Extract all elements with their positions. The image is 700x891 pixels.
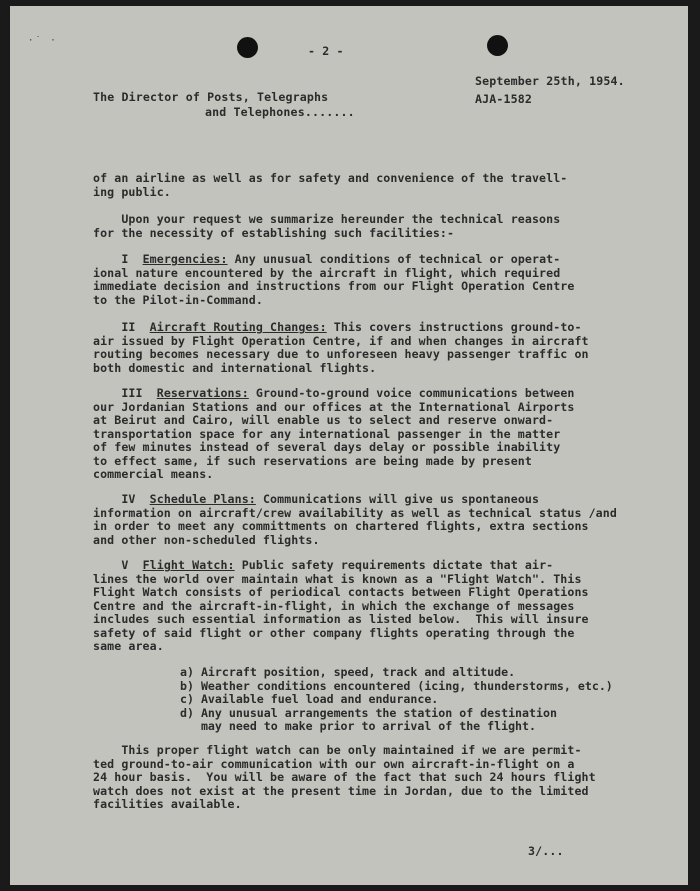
text-line: watch does not exist at the present time in Jordan, due to the limited <box>93 783 589 798</box>
list-text: Any unusual arrangements the station of destination <box>200 705 557 720</box>
section-numeral: IV <box>121 492 136 506</box>
text-line: same area. <box>93 639 164 653</box>
continuation-marker: 3/... <box>528 844 564 858</box>
list-item <box>180 707 613 721</box>
section-flight-watch <box>93 559 589 654</box>
section-numeral: II <box>121 320 136 334</box>
list-marker: b) <box>180 678 194 693</box>
list-text: may need to make prior to arrival of the flight. <box>200 719 536 733</box>
text-line: lines the world over maintain what is known as a "Flight Watch". This <box>93 571 582 586</box>
text-line: air issued by Flight Operation Centre, if and when changes in aircraft <box>93 333 589 348</box>
section-title: Schedule Plans: <box>149 492 256 506</box>
list-text: Available fuel load and endurance. <box>200 692 439 706</box>
letter-date: September 25th, 1954. <box>475 74 625 88</box>
section-title: Aircraft Routing Changes: <box>149 320 327 334</box>
list-item <box>180 666 613 680</box>
text-line: 24 hour basis. You will be aware of the fact that such 24 hours flight <box>93 770 596 784</box>
section-title: Reservations: <box>156 386 249 400</box>
text-line: ted ground-to-air communication with our own aircraft-in-flight on a <box>93 756 575 771</box>
text-line: This covers instructions ground-to- <box>326 320 582 334</box>
reference-number: AJA-1582 <box>475 92 533 106</box>
section-title: Emergencies: <box>142 252 228 266</box>
text-line: safety of said flight or other company flights operating through the <box>93 625 575 640</box>
section-routing-changes <box>93 321 589 375</box>
section-reservations <box>93 387 574 482</box>
text-line: Ground-to-ground voice communications between <box>248 386 575 400</box>
section-emergencies <box>93 253 574 307</box>
text-line: immediate decision and instructions from our Flight Operation Centre <box>93 279 575 293</box>
text-line: routing becomes necessary due to unforeseen heavy passenger traffic on <box>93 347 589 361</box>
text-line: for the necessity of establishing such facilities:- <box>93 225 455 240</box>
text-line: to effect same, if such reservations are being made by present <box>93 453 532 468</box>
list-marker: a) <box>180 665 194 679</box>
section-numeral: III <box>121 386 143 400</box>
text-line: Centre and the aircraft-in-flight, in which the exchange of messages <box>93 598 575 613</box>
text-line: ing public. <box>93 184 171 199</box>
text-line: information on aircraft/crew availability as well as technical status /and <box>93 505 617 520</box>
text-line: Flight Watch consists of periodical contacts between Flight Operations <box>93 585 589 599</box>
flight-watch-list <box>180 666 613 734</box>
addressee-line2: and Telephones....... <box>205 105 355 119</box>
text-line: of an airline as well as for safety and convenience of the travell- <box>93 171 568 185</box>
text-line: includes such essential information as listed below. This will insure <box>93 612 589 626</box>
text-line: This proper flight watch can be only maintained if we are permit- <box>93 743 582 757</box>
list-item <box>180 693 613 707</box>
request-paragraph <box>93 213 560 240</box>
list-text: Aircraft position, speed, track and altitude. <box>200 665 516 679</box>
section-numeral: I <box>121 252 129 266</box>
page-number: - 2 - <box>308 44 344 58</box>
text-line: and other non-scheduled flights. <box>93 532 320 547</box>
text-line: facilities available. <box>93 797 242 811</box>
text-line: our Jordanian Stations and our offices at the International Airports <box>93 399 575 414</box>
list-marker: d) <box>180 705 194 720</box>
closing-paragraph <box>93 744 596 812</box>
punch-hole-right <box>487 35 508 56</box>
paper-specks: ·˙ · <box>28 36 58 46</box>
text-line: Upon your request we summarize hereunder the technical reasons <box>93 212 561 226</box>
text-line: Public safety requirements dictate that air- <box>234 558 554 572</box>
intro-paragraph <box>93 172 567 199</box>
text-line: Communications will give us spontaneous <box>255 492 540 506</box>
text-line: of few minutes instead of several days delay or possible inability <box>93 440 561 454</box>
punch-hole-left <box>237 37 258 58</box>
text-line: transportation space for any international passenger in the matter <box>93 426 561 441</box>
list-item-continuation <box>180 720 613 734</box>
text-line: at Beirut and Cairo, will enable us to select and reserve onward- <box>93 413 554 427</box>
list-text: Weather conditions encountered (icing, thunderstorms, etc.) <box>200 678 613 693</box>
list-marker: c) <box>180 692 194 706</box>
text-line: to the Pilot-in-Command. <box>93 292 263 307</box>
section-schedule-plans <box>93 493 617 547</box>
text-line: ional nature encountered by the aircraft in flight, which required <box>93 265 561 280</box>
addressee-line1: The Director of Posts, Telegraphs <box>93 90 329 104</box>
text-line: in order to meet any committments on chartered flights, extra sections <box>93 519 589 533</box>
letter-page <box>10 6 688 885</box>
section-numeral: V <box>121 558 129 572</box>
section-title: Flight Watch: <box>142 558 235 572</box>
list-item <box>180 680 613 694</box>
text-line: commercial means. <box>93 467 214 481</box>
text-line: both domestic and international flights. <box>93 360 377 375</box>
text-line: Any unusual conditions of technical or operat- <box>227 252 561 266</box>
